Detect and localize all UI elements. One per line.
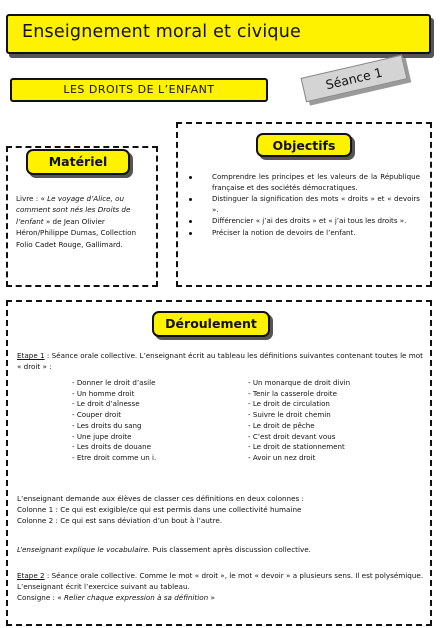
consigne-text: Relier chaque expression à sa définition [63, 592, 209, 602]
definition-item: - Le droit de pêche [248, 420, 315, 430]
definitions-right-column [248, 378, 350, 464]
etape2-label: Etape 2 [17, 571, 45, 580]
etape1-paragraph [17, 351, 425, 373]
vocabulaire-paragraph [17, 545, 425, 556]
objectif-item: Différencier « j’ai des droits » et « j’ai tous les droits ». [186, 216, 420, 227]
consigne-label: Consigne : « [17, 592, 64, 602]
objectifs-heading: Objectifs [256, 133, 352, 157]
page-title: Enseignement moral et civique [22, 22, 301, 42]
definition-item: - Suivre le droit chemin [248, 410, 331, 420]
etape1-text: : Séance orale collective. L’enseignant écrit au tableau les définitions suivantes contenant toutes le mot « droit » : [17, 351, 423, 371]
seance-label: Séance 1 [324, 64, 384, 93]
colonne-1: Colonne 1 : Ce qui est exigible/ce qui est permis dans une collectivité humaine [17, 504, 302, 514]
materiel-heading: Matériel [26, 149, 130, 175]
objectif-item: Préciser la notion de devoirs de l’enfant. [186, 228, 420, 239]
definition-item: - Un monarque de droit divin [248, 378, 351, 387]
objectif-item: Comprendre les principes et les valeurs de la République française et des sociétés démocratiques. [186, 172, 420, 193]
definition-item: - Le droit de stationnement [248, 442, 345, 452]
definitions-left-column [72, 378, 156, 464]
definition-item: - Avoir un nez droit [248, 452, 316, 462]
classement-intro: L’enseignant demande aux élèves de classer ces définitions en deux colonnes : [17, 494, 304, 503]
title-banner [6, 14, 431, 54]
definition-item: - Un homme droit [72, 388, 135, 398]
seance-tag [301, 55, 408, 103]
materiel-pre: Livre : « [16, 194, 48, 203]
definition-item: - Les droits de douane [72, 442, 151, 452]
consigne-end: » [208, 592, 215, 602]
materiel-text [16, 193, 146, 250]
etape1-label: Etape 1 [17, 351, 45, 360]
definition-item: - Les droits du sang [72, 420, 142, 430]
definition-item: - Couper droit [72, 410, 121, 420]
definition-item: - Une jupe droite [72, 431, 132, 441]
definition-item: - Le droit de circulation [248, 399, 330, 409]
definition-item: - Etre droit comme un i. [72, 452, 157, 462]
definition-item: - Tenir la casserole droite [248, 388, 337, 398]
deroulement-heading: Déroulement [152, 311, 270, 337]
objectif-item: Distinguer la signification des mots « droits » et « devoirs ». [186, 194, 420, 215]
definition-item: - Le droit d’aînesse [72, 399, 140, 409]
colonne-2: Colonne 2 : Ce qui est sans déviation d’un bout à l’autre. [17, 515, 223, 525]
definition-item: - Donner le droit d’asile [72, 378, 156, 387]
vocab-rest: Puis classement après discussion collective. [150, 545, 311, 554]
etape2-text: : Séance orale collective. Comme le mot « droit », le mot « devoir » a plusieurs sens. Il est polysémique. L’enseignant écrit l’exercice suivant au tableau. [17, 571, 424, 591]
classement-paragraph [17, 494, 425, 526]
materiel-post: » de Jean Olivier Héron/Philippe Dumas, Collection Folio Cadet Rouge, Gallimard. [16, 216, 137, 249]
subtitle-banner [10, 78, 268, 102]
definition-item: - C’est droit devant vous [248, 431, 336, 441]
subtitle: LES DROITS DE L’ENFANT [63, 83, 215, 96]
objectifs-list [186, 172, 420, 239]
materiel-book-title: Le voyage d’Alice, ou comment sont nés les Droits de l’enfant [16, 194, 131, 226]
vocab-italic: L’enseignant explique le vocabulaire. [17, 545, 151, 554]
etape2-paragraph [17, 571, 425, 603]
consigne [17, 593, 425, 604]
